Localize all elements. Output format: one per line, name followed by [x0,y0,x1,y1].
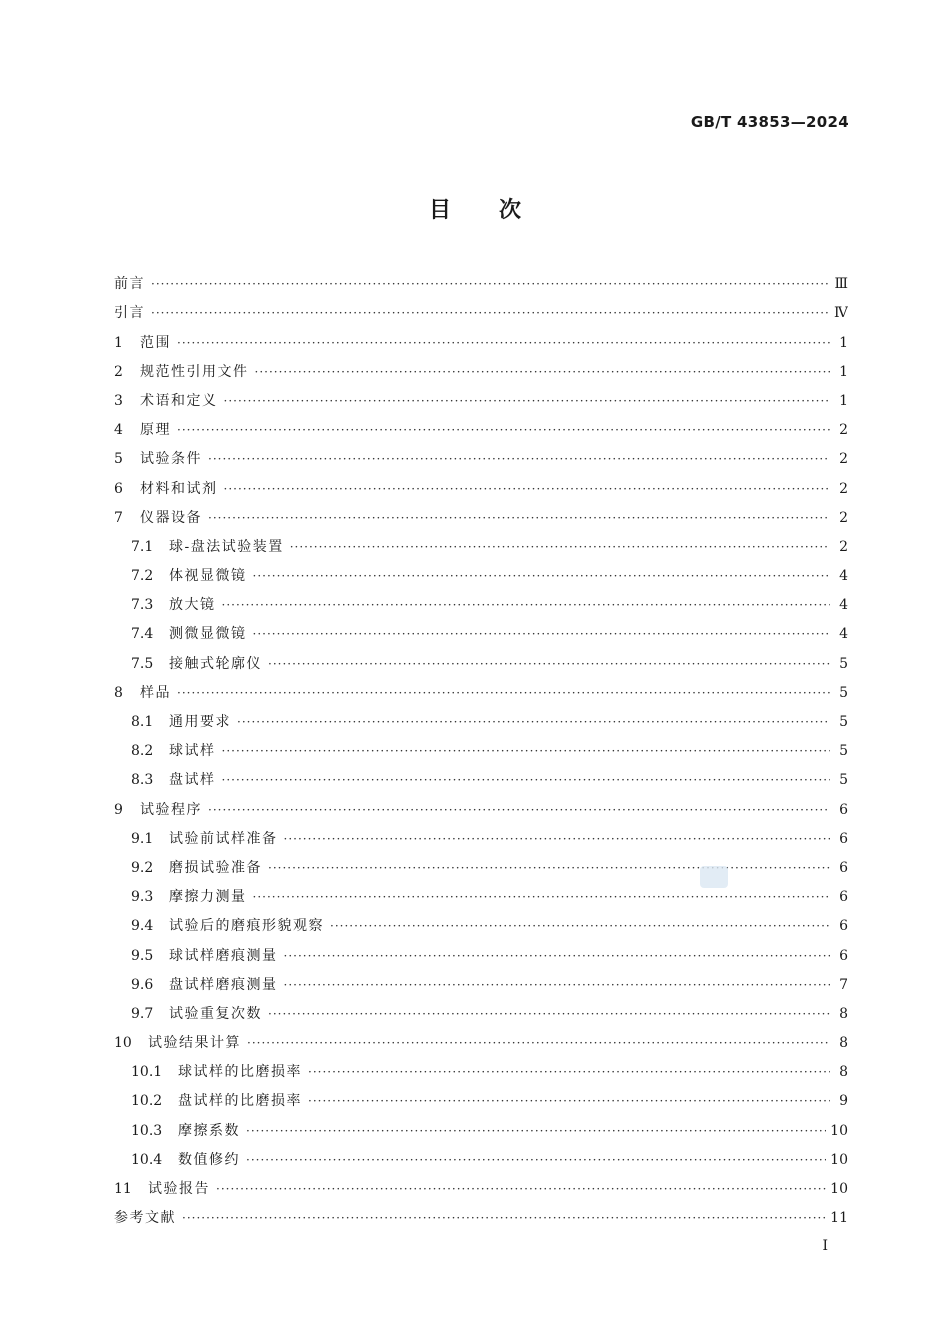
toc-leader-dots [216,1175,826,1204]
toc-entry-label: 试验后的磨痕形貌观察 [169,918,324,935]
toc-leader-dots [224,475,831,504]
toc-entry-page: 2 [839,422,848,439]
toc-entry-label: 盘试样的比磨损率 [178,1093,302,1110]
toc-entry-label: 试验前试样准备 [169,830,278,847]
toc-leader-dots [208,796,830,825]
toc-entry-number: 8.1 [131,714,154,730]
toc-entry-label: 盘试样磨痕测量 [169,976,278,993]
toc-entry[interactable] [114,620,848,649]
toc-entry-title [131,591,216,620]
toc-entry-label: 引言 [114,305,145,322]
toc-entry-label: 通用要求 [169,714,231,730]
toc-entry-number: 10.3 [131,1122,163,1139]
toc-entry-page: 1 [839,392,848,409]
toc-entry-label: 试验报告 [148,1181,210,1197]
toc-entry-page: 2 [839,509,848,526]
toc-leader-dots [284,942,831,971]
toc-entry[interactable] [114,1116,848,1145]
toc-entry-title [114,299,145,328]
toc-entry[interactable] [114,1029,848,1058]
toc-leader-dots [237,708,830,737]
toc-entry[interactable] [114,591,848,620]
toc-entry-number: 5 [114,451,123,468]
toc-entry[interactable] [114,1204,848,1233]
toc-entry-page: 6 [839,918,848,935]
toc-entry-number: 2 [114,363,123,380]
toc-entry-title [114,1029,241,1058]
toc-entry-page: 4 [839,626,848,643]
toc-entry[interactable] [114,941,848,970]
toc-entry-title [131,766,216,795]
toc-entry-title [114,445,202,474]
toc-entry-title [131,1146,240,1175]
toc-leader-dots [246,1146,826,1175]
toc-entry-label: 磨损试验准备 [169,859,262,876]
toc-leader-dots [253,562,831,591]
toc-entry-number: 6 [114,480,123,497]
toc-entry[interactable] [114,854,848,883]
toc-entry-page: 10 [830,1181,848,1197]
toc-entry-title [114,416,171,445]
toc-entry-page: 5 [839,684,848,701]
toc-entry[interactable] [114,328,848,357]
toc-entry-page: 6 [839,947,848,964]
toc-leader-dots [182,1204,826,1233]
toc-entry-page: 5 [839,772,848,789]
toc-entry[interactable] [114,912,848,941]
toc-leader-dots [268,1000,830,1029]
toc-entry-title [131,562,247,591]
toc-leader-dots [151,299,830,328]
toc-entry[interactable] [114,795,848,824]
toc-leader-dots [308,1058,830,1087]
toc-entry-label: 前言 [114,276,145,293]
toc-entry-label: 球试样的比磨损率 [178,1064,302,1081]
toc-entry-page: 1 [839,334,848,351]
toc-entry-label: 试验重复次数 [169,1005,262,1022]
toc-entry-title [114,679,171,708]
toc-entry[interactable] [114,1146,848,1175]
toc-entry-label: 球试样 [169,743,216,760]
toc-entry-number: 9.7 [131,1005,154,1022]
toc-entry-page: 1 [839,363,848,380]
toc-entry-number: 9.1 [131,830,154,847]
toc-entry[interactable] [114,737,848,766]
toc-leader-dots [151,270,830,299]
toc-entry-title [114,387,218,416]
toc-leader-dots [253,883,831,912]
toc-entry-page: Ⅳ [834,305,848,322]
footer-page-number: I [822,1238,828,1254]
toc-entry-title [131,620,247,649]
toc-leader-dots [268,650,830,679]
toc-entry-page: 4 [839,597,848,614]
toc-entry-number: 9.3 [131,889,154,906]
toc-entry-label: 球-盘法试验装置 [169,538,284,555]
toc-entry-number: 7.4 [131,626,154,643]
toc-entry[interactable] [114,708,848,737]
toc-entry-page: 5 [839,655,848,672]
toc-leader-dots [330,912,830,941]
toc-entry[interactable] [114,971,848,1000]
toc-entry[interactable] [114,1000,848,1029]
toc-entry-page: 2 [839,480,848,497]
toc-entry-number: 7 [114,509,123,526]
toc-entry-number: 4 [114,422,123,439]
toc-entry[interactable] [114,1087,848,1116]
toc-entry-title [114,1175,210,1204]
toc-entry[interactable] [114,533,848,562]
toc-entry-number: 9 [114,801,123,818]
toc-entry-title [131,1000,262,1029]
toc-entry-page: 9 [839,1093,848,1110]
watermark-logo [700,866,728,888]
toc-entry-page: 2 [839,451,848,468]
toc-entry-label: 试验条件 [140,451,202,468]
toc-entry-number: 7.3 [131,597,154,614]
toc-entry-number: 10.2 [131,1093,163,1110]
toc-entry[interactable] [114,387,848,416]
toc-entry[interactable] [114,1175,848,1204]
toc-entry-page: 6 [839,859,848,876]
toc-entry-title [131,1087,302,1116]
toc-entry[interactable] [114,416,848,445]
toc-entry-number: 7.2 [131,568,154,585]
toc-entry-title [114,504,202,533]
toc-entry-title [131,533,284,562]
toc-leader-dots [208,445,830,474]
toc-entry-title [114,796,202,825]
toc-entry-page: 8 [839,1035,848,1052]
toc-entry-label: 体视显微镜 [169,568,247,585]
toc-entry-title [131,883,247,912]
toc-entry-number: 10 [114,1035,132,1052]
toc-entry-title [114,270,145,299]
toc-entry-label: 放大镜 [169,597,216,614]
toc-entry-page: 5 [839,714,848,730]
toc-entry-title [114,329,171,358]
toc-entry-page: 8 [839,1005,848,1022]
toc-leader-dots [308,1087,830,1116]
toc-leader-dots [284,971,831,1000]
toc-entry[interactable] [114,679,848,708]
toc-entry-label: 摩擦力测量 [169,889,247,906]
toc-entry-title [131,708,231,737]
toc-entry-title [131,971,278,1000]
toc-entry-label: 规范性引用文件 [140,363,249,380]
toc-entry-number: 7.5 [131,655,154,672]
toc-entry-label: 原理 [140,422,171,439]
toc-leader-dots [208,504,830,533]
toc-entry[interactable] [114,562,848,591]
toc-entry[interactable] [114,299,848,328]
toc-entry-number: 1 [114,334,123,351]
toc-leader-dots [284,825,831,854]
toc-entry-page: 2 [839,538,848,555]
toc-entry-number: 10.4 [131,1151,163,1168]
toc-entry-number: 9.4 [131,918,154,935]
toc-entry-label: 试验结果计算 [148,1035,241,1052]
toc-entry-number: 7.1 [131,538,154,555]
toc-leader-dots [290,533,830,562]
toc-entry-page: 8 [839,1064,848,1081]
page-title: 目次 [428,198,569,223]
toc-entry-label: 范围 [140,334,171,351]
toc-entry[interactable] [114,270,848,299]
toc-entry-title [131,1058,302,1087]
toc-entry[interactable] [114,825,848,854]
toc-leader-dots [247,1029,830,1058]
toc-entry-title [114,358,249,387]
toc-entry-number: 9.6 [131,976,154,993]
toc-entry-label: 试验程序 [140,801,202,818]
toc-entry-title [131,650,262,679]
toc-entry-number: 10.1 [131,1064,163,1081]
toc-entry-number: 11 [114,1181,132,1197]
toc-entry-number: 3 [114,392,123,409]
toc-entry[interactable] [114,1058,848,1087]
toc-entry-label: 测微显微镜 [169,626,247,643]
toc-entry-label: 术语和定义 [140,392,218,409]
toc-leader-dots [177,329,830,358]
toc-entry-title [131,854,262,883]
toc-entry-number: 9.5 [131,947,154,964]
toc-entry-number: 8.2 [131,743,154,760]
toc-entry-page: 11 [830,1210,848,1227]
toc-entry-label: 样品 [140,684,171,701]
toc-leader-dots [177,679,830,708]
toc-entry-page: 4 [839,568,848,585]
toc-entry[interactable] [114,649,848,678]
document-code: GB/T 43853—2024 [690,113,849,131]
toc-leader-dots [268,854,830,883]
toc-entry[interactable] [114,474,848,503]
toc-entry-page: 6 [839,889,848,906]
toc-entry-page: 10 [830,1151,848,1168]
toc-entry-page: 5 [839,743,848,760]
toc-entry-title [114,475,218,504]
toc-leader-dots [222,766,831,795]
toc-entry-label: 仪器设备 [140,509,202,526]
toc-entry-label: 材料和试剂 [140,480,218,497]
toc-entry-page: Ⅲ [834,276,848,293]
toc-entry-label: 球试样磨痕测量 [169,947,278,964]
toc-entry-number: 8 [114,684,123,701]
toc-entry-label: 参考文献 [114,1210,176,1227]
toc-entry-label: 数值修约 [178,1151,240,1168]
toc-entry-label: 摩擦系数 [178,1122,240,1139]
toc-leader-dots [222,591,831,620]
toc-entry[interactable] [114,504,848,533]
toc-entry-title [131,942,278,971]
toc-entry[interactable] [114,358,848,387]
toc-entry-label: 盘试样 [169,772,216,789]
toc-leader-dots [255,358,831,387]
toc-entry-title [131,825,278,854]
toc-leader-dots [224,387,831,416]
toc-entry-number: 9.2 [131,859,154,876]
toc-entry-title [131,737,216,766]
table-of-contents [114,270,848,1233]
toc-leader-dots [222,737,831,766]
toc-entry-title [114,1204,176,1233]
toc-leader-dots [253,620,831,649]
toc-entry-page: 10 [830,1122,848,1139]
toc-entry-title [131,1117,240,1146]
toc-entry-number: 8.3 [131,772,154,789]
toc-entry[interactable] [114,445,848,474]
toc-entry-page: 6 [839,801,848,818]
toc-entry-label: 接触式轮廓仪 [169,655,262,672]
toc-entry[interactable] [114,766,848,795]
toc-entry-title [131,912,324,941]
toc-entry-page: 7 [839,976,848,993]
toc-entry[interactable] [114,883,848,912]
toc-entry-page: 6 [839,830,848,847]
toc-leader-dots [246,1117,826,1146]
toc-leader-dots [177,416,830,445]
